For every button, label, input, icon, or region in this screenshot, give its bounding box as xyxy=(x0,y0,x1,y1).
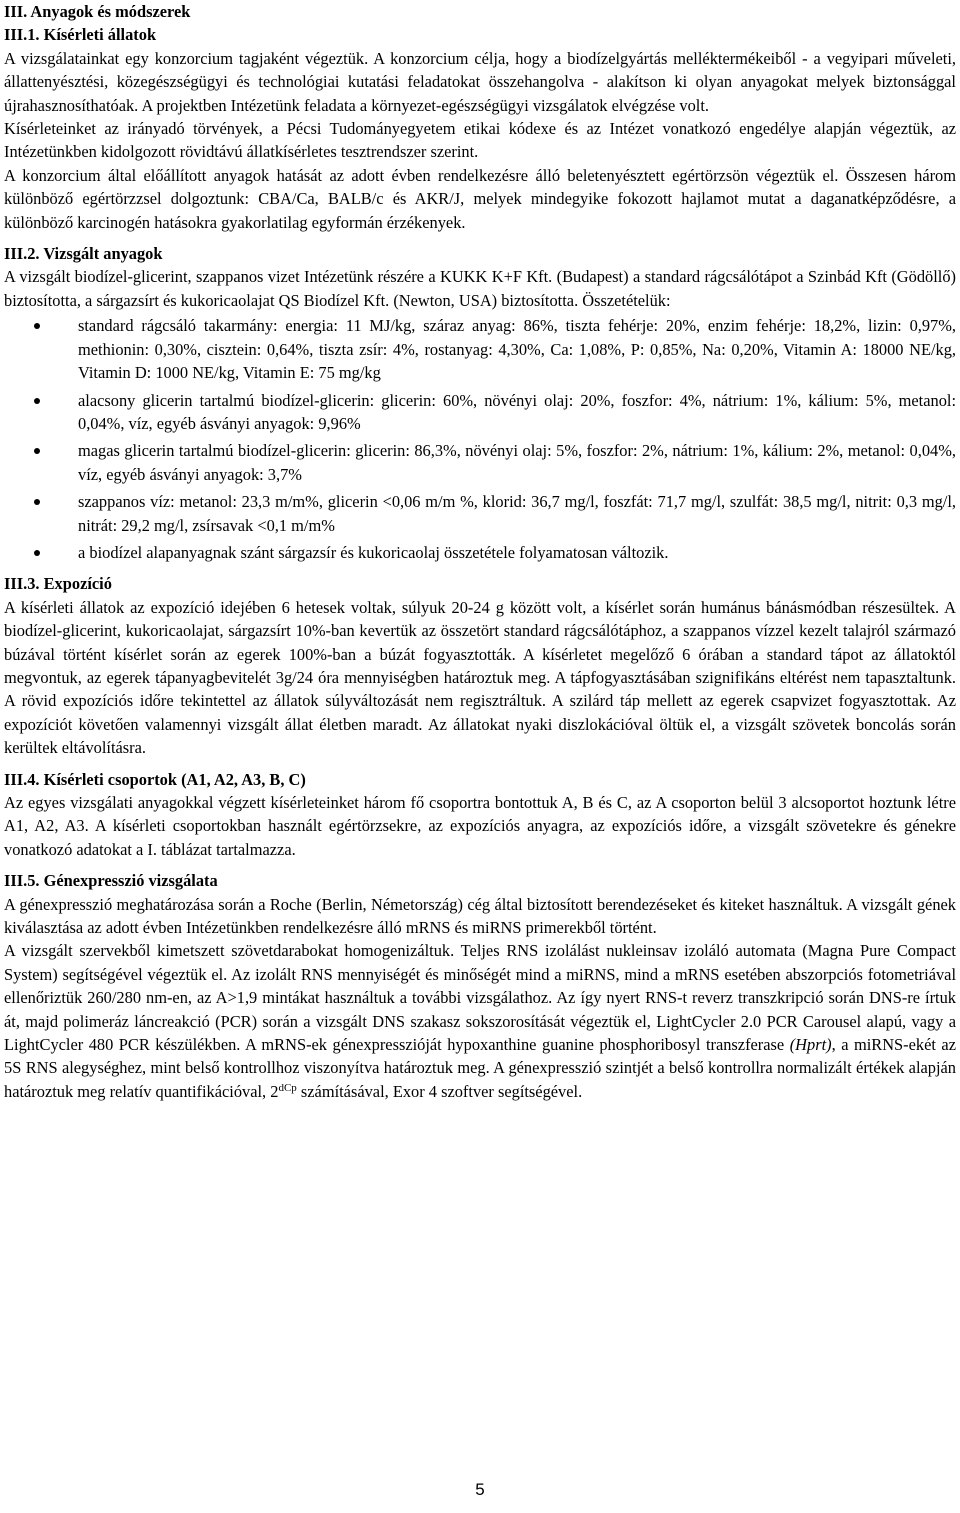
list-item-text: a biodízel alapanyagnak szánt sárgazsír és kukoricaolaj összetétele folyamatosan változik. xyxy=(78,542,669,562)
paragraph-text: A vizsgált szervekből kimetszett szövetdarabokat homogenizáltuk. Teljes RNS izolálást nukleinsav izoláló automata (Magna Pure Compact System) segítségével végeztük el. Az izolált RNS mennyiségét és minőségét mind a miRNS, mind a mRNS esetében abszorpciós fotometriával ellenőriztük 260/280 nm-en, az A>1,9 mintákat használtuk a további vizsgálathoz. Az így nyert RNS-t reverz transzkripció során DNS-re írtuk át, majd polimeráz láncreakció (PCR) során a vizsgált DNS szakasz sokszorosítását végeztük el, LightCycler 2.0 PCR Carousel alapú, vagy a LightCycler 480 PCR készülékben. A mRNS-ek génexpresszióját hypoxanthine guanine phosphoribosyl transzferase xyxy=(4,941,956,1055)
bullet-icon xyxy=(34,323,40,329)
section-heading-kiserleti-allatok: III.1. Kísérleti állatok xyxy=(4,25,157,45)
paragraph: Kísérleteinket az irányadó törvények, a Pécsi Tudományegyetem etikai kódexe és az Intézet vonatkozó engedélye alapján végeztük, az Intézetünkben kidolgozott rövidtávú állatkísérletes tesztrendszer szerint. xyxy=(4,119,956,162)
list-item-text: alacsony glicerin tartalmú biodízel-glicerin: glicerin: 60%, növényi olaj: 20%, foszfor: 4%, nátrium: 1%, kálium: 5%, metanol: 0,04%, víz, egyéb ásványi anyagok: 9,96% xyxy=(78,390,956,433)
bullet-icon xyxy=(34,398,40,404)
list-item-text: standard rágcsáló takarmány: energia: 11 MJ/kg, száraz anyag: 86%, tiszta fehérje: 20%, enzim fehérje: 18,2%, lizin: 0,97%, methionin: 0,30%, cisztein: 0,64%, tiszta zsír: 4%, rostanyag: 4,30%, Ca: 1,08%, P: 0,85%, Na: 0,20%, Vitamin A: 18000 NE/kg, Vitamin D: 1000 NE/kg, Vitamin E: 75 mg/kg xyxy=(78,316,956,383)
section-heading-genexpresszio: III.5. Génexpresszió vizsgálata xyxy=(4,871,218,891)
bullet-icon xyxy=(34,550,40,556)
bullet-icon xyxy=(34,499,40,505)
section-heading-kiserleti-csoportok: III.4. Kísérleti csoportok (A1, A2, A3, B, C) xyxy=(4,769,306,789)
paragraph: A konzorcium által előállított anyagok hatását az adott évben rendelkezésre álló beletenyésztett egértörzsön végeztük el. Összesen három különböző egértörzzsel dolgoztunk: CBA/Ca, BALB/c és AKR/J, melyek mindegyike fokozott hajlamot mutat a daganatképződésre, a különböző karcinogén hatásokra gyakorlatilag egyformán érzékenyek. xyxy=(4,165,956,232)
list-item xyxy=(4,490,956,537)
bullet-icon xyxy=(34,448,40,454)
composition-list xyxy=(4,314,956,564)
gene-name: (Hprt) xyxy=(789,1035,832,1055)
chapter-title: III. Anyagok és módszerek xyxy=(4,2,191,21)
exponent: dCp xyxy=(278,1081,297,1094)
paragraph: A vizsgálatainkat egy konzorcium tagjaként végeztük. A konzorcium célja, hogy a biodízelgyártás melléktermékeiből - a vegyipari műveleti, állattenyésztési, közegészségügyi és technológiai kutatási feladatokat összehangolva - alakítson ki olyan anyagokat melyek biztonsággal újrahasznosíthatóak. A projektben Intézetünk feladata a környezet-egészségügyi vizsgálatok elvégzése volt. xyxy=(4,48,956,115)
paragraph-text: számításával, Exor 4 szoftver segítségével. xyxy=(296,1081,583,1101)
paragraph: A kísérleti állatok az expozíció idejében 6 hetesek voltak, súlyuk 20-24 g között volt, a kísérlet során humánus bánásmódban részesültek. A biodízel-glicerint, kukoricaolajat, sárgazsírt 10%-ban kevertük az összetört standard rágcsálótáphoz, a szappanos vízzel kezelt talajról származó búzával történt kísérlet során az egerek 100%-ban a búzát fogyasztották. A kísérletet megelőző 6 órában a standard tápot az állatoktól megvontuk, az egerek tápanyagbevitelét 3g/24 óra mennyiségben határoztuk meg. A tápfogyasztásában szignifikáns eltérést nem tapasztaltunk. A rövid expozíciós időre tekintettel az állatok súlyváltozását nem regisztráltuk. A szilárd táp mellett az egerek csapvizet fogyasztottak. Az expozíciót követően valamennyi vizsgált állat életben maradt. Az állatokat nyaki diszlokációval öltük el, a vizsgált szövetek boncolás során kerültek eltávolításra. xyxy=(4,597,956,758)
paragraph: A vizsgált biodízel-glicerint, szappanos vizet Intézetünk részére a KUKK K+F Kft. (Budapest) a standard rágcsálótápot a Szinbád Kft (Gödöllő) biztosította, a sárgazsírt és kukoricaolajat QS Biodízel Kft. (Newton, USA) biztosította. Összetételük: xyxy=(4,267,956,310)
list-item xyxy=(4,541,956,564)
paragraph-text: , a miRNS-ekét az 5S RNS alegységhez, mint belső kontrollhoz viszonyítva határoztuk meg. A génexpresszió szintjét a belső kontrollra normalizált értékek alapján határoztuk meg relatív quantifikációval, 2 xyxy=(4,1035,956,1101)
section-heading-vizsgalt-anyagok: III.2. Vizsgált anyagok xyxy=(4,244,163,264)
list-item-text: szappanos víz: metanol: 23,3 m/m%, glicerin <0,06 m/m %, klorid: 36,7 mg/l, foszfát: 71,7 mg/l, szulfát: 38,5 mg/l, nitrit: 0,3 mg/l, nitrát: 29,2 mg/l, zsírsavak <0,1 m/m% xyxy=(78,492,956,535)
list-item xyxy=(4,439,956,486)
list-item xyxy=(4,389,956,436)
paragraph: A génexpresszió meghatározása során a Roche (Berlin, Németország) cég által biztosított berendezéseket és kiteket használtuk. A vizsgált gének kiválasztása az adott évben Intézetünkben rendelkezésre álló mRNS és miRNS primerekből történt. xyxy=(4,894,956,938)
paragraph xyxy=(4,939,956,1103)
list-item xyxy=(4,314,956,384)
section-heading-expozicio: III.3. Expozíció xyxy=(4,574,112,594)
paragraph: Az egyes vizsgálati anyagokkal végzett kísérleteinket három fő csoportra bontottuk A, B és C, az A csoporton belül 3 alcsoportot hoztunk létre A1, A2, A3. A kísérleti csoportokban használt egértörzsekre, az expozíciós anyagra, az expozíciós időre, a vizsgált szövetekre és génekre vonatkozó adatokat a I. táblázat tartalmazza. xyxy=(4,793,956,859)
page-number: 5 xyxy=(475,1480,485,1499)
list-item-text: magas glicerin tartalmú biodízel-glicerin: glicerin: 86,3%, növényi olaj: 5%, foszfor: 2%, nátrium: 1%, kálium: 2%, metanol: 0,04%, víz, egyéb ásványi anyagok: 3,7% xyxy=(78,441,956,484)
